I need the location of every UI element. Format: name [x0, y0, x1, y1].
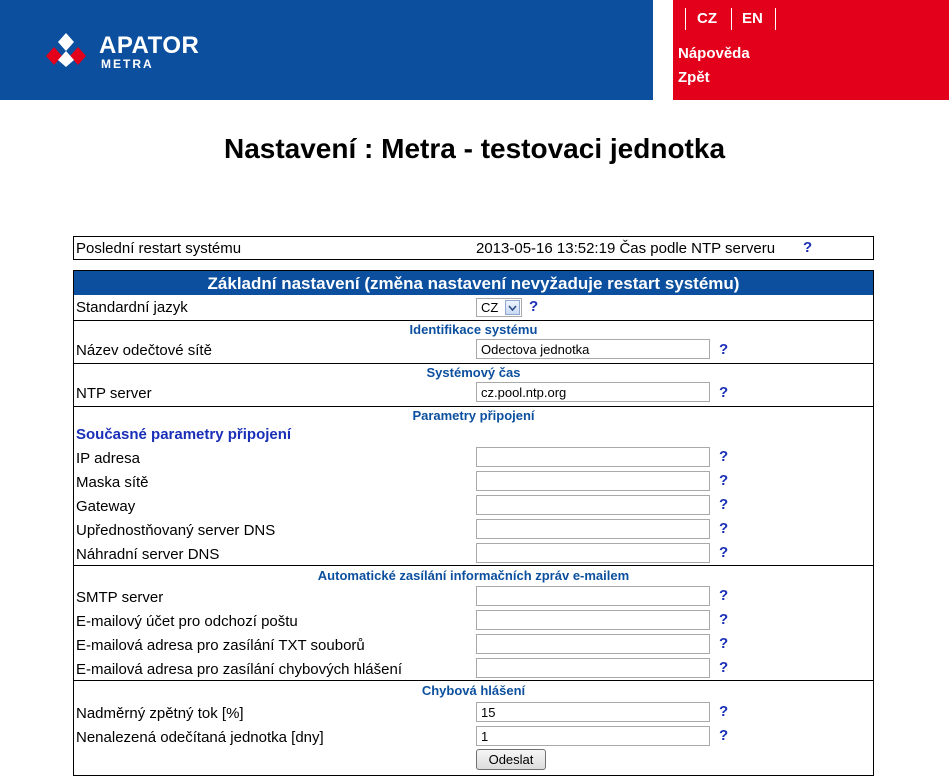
email-err-input[interactable]	[476, 658, 710, 678]
settings-form	[73, 270, 874, 776]
help-icon[interactable]: ?	[719, 635, 729, 652]
help-icon[interactable]: ?	[719, 472, 729, 489]
smtp-input[interactable]	[476, 586, 710, 606]
back-link[interactable]: Zpět	[678, 69, 710, 86]
help-icon[interactable]: ?	[719, 448, 729, 465]
backflow-input[interactable]	[476, 702, 710, 722]
help-icon[interactable]: ?	[719, 659, 729, 676]
divider	[74, 680, 873, 681]
help-icon[interactable]: ?	[719, 384, 729, 401]
ip-input[interactable]	[476, 447, 710, 467]
email-account-label: E-mailový účet pro odchozí poštu	[76, 613, 298, 630]
mask-label: Maska sítě	[76, 474, 149, 491]
dns1-label: Upřednostňovaný server DNS	[76, 522, 276, 539]
missing-unit-input[interactable]	[476, 726, 710, 746]
help-icon[interactable]: ?	[719, 341, 729, 358]
language-select-value: CZ	[481, 300, 499, 315]
help-icon[interactable]: ?	[719, 496, 729, 513]
help-icon[interactable]: ?	[719, 520, 729, 537]
email-txt-input[interactable]	[476, 634, 710, 654]
help-link[interactable]: Nápověda	[678, 45, 750, 62]
help-icon[interactable]: ?	[529, 298, 539, 315]
missing-unit-label: Nenalezená odečítaná jednotka [dny]	[76, 729, 324, 746]
smtp-label: SMTP server	[76, 589, 164, 606]
brand-name: APATOR	[99, 32, 200, 59]
lang-separator	[685, 8, 686, 30]
section-connection: Parametry připojení	[412, 408, 535, 423]
dns1-input[interactable]	[476, 519, 710, 539]
section-email: Automatické zasílání informačních zpráv e-mailem	[317, 568, 630, 583]
help-icon[interactable]: ?	[719, 587, 729, 604]
submit-button[interactable]: Odeslat	[476, 749, 546, 770]
page-title: Nastavení : Metra - testovaci jednotka	[223, 133, 726, 164]
ntp-server-label: NTP server	[76, 385, 152, 402]
backflow-label: Nadměrný zpětný tok [%]	[76, 705, 244, 722]
form-header: Základní nastavení (změna nastavení nevyžaduje restart systému)	[74, 271, 873, 295]
section-system-time: Systémový čas	[426, 365, 521, 380]
apator-logo-icon	[44, 33, 88, 67]
divider	[74, 406, 873, 407]
ntp-server-input[interactable]	[476, 382, 710, 402]
email-account-input[interactable]	[476, 610, 710, 630]
section-errors: Chybová hlášení	[421, 683, 526, 698]
ip-label: IP adresa	[76, 450, 140, 467]
restart-label: Poslední restart systému	[76, 240, 242, 257]
header-brand-bar	[0, 0, 653, 100]
email-err-label: E-mailová adresa pro zasílání chybových hlášení	[76, 661, 403, 678]
help-icon[interactable]: ?	[719, 727, 729, 744]
lang-separator	[731, 8, 732, 30]
language-label: Standardní jazyk	[76, 299, 188, 316]
divider	[74, 363, 873, 364]
mask-input[interactable]	[476, 471, 710, 491]
divider	[74, 320, 873, 321]
help-icon[interactable]: ?	[719, 703, 729, 720]
dns2-input[interactable]	[476, 543, 710, 563]
lang-separator	[775, 8, 776, 30]
language-select[interactable]	[476, 298, 522, 317]
lang-en-link[interactable]: EN	[742, 10, 763, 27]
restart-value: 2013-05-16 13:52:19 Čas podle NTP serveru	[476, 240, 776, 257]
section-identification: Identifikace systému	[409, 322, 538, 337]
help-icon[interactable]: ?	[719, 544, 729, 561]
lang-cz-link[interactable]: CZ	[697, 10, 717, 27]
brand-sub: METRA	[101, 57, 154, 71]
network-name-input[interactable]	[476, 339, 710, 359]
help-icon[interactable]: ?	[803, 239, 813, 256]
divider	[74, 565, 873, 566]
gateway-input[interactable]	[476, 495, 710, 515]
dns2-label: Náhradní server DNS	[76, 546, 220, 563]
gateway-label: Gateway	[76, 498, 136, 515]
restart-info-box	[73, 236, 874, 260]
network-name-label: Název odečtové sítě	[76, 342, 212, 359]
help-icon[interactable]: ?	[719, 611, 729, 628]
chevron-down-icon[interactable]	[505, 300, 520, 315]
current-params-heading: Současné parametry připojení	[76, 426, 292, 443]
email-txt-label: E-mailová adresa pro zasílání TXT souborů	[76, 637, 365, 654]
